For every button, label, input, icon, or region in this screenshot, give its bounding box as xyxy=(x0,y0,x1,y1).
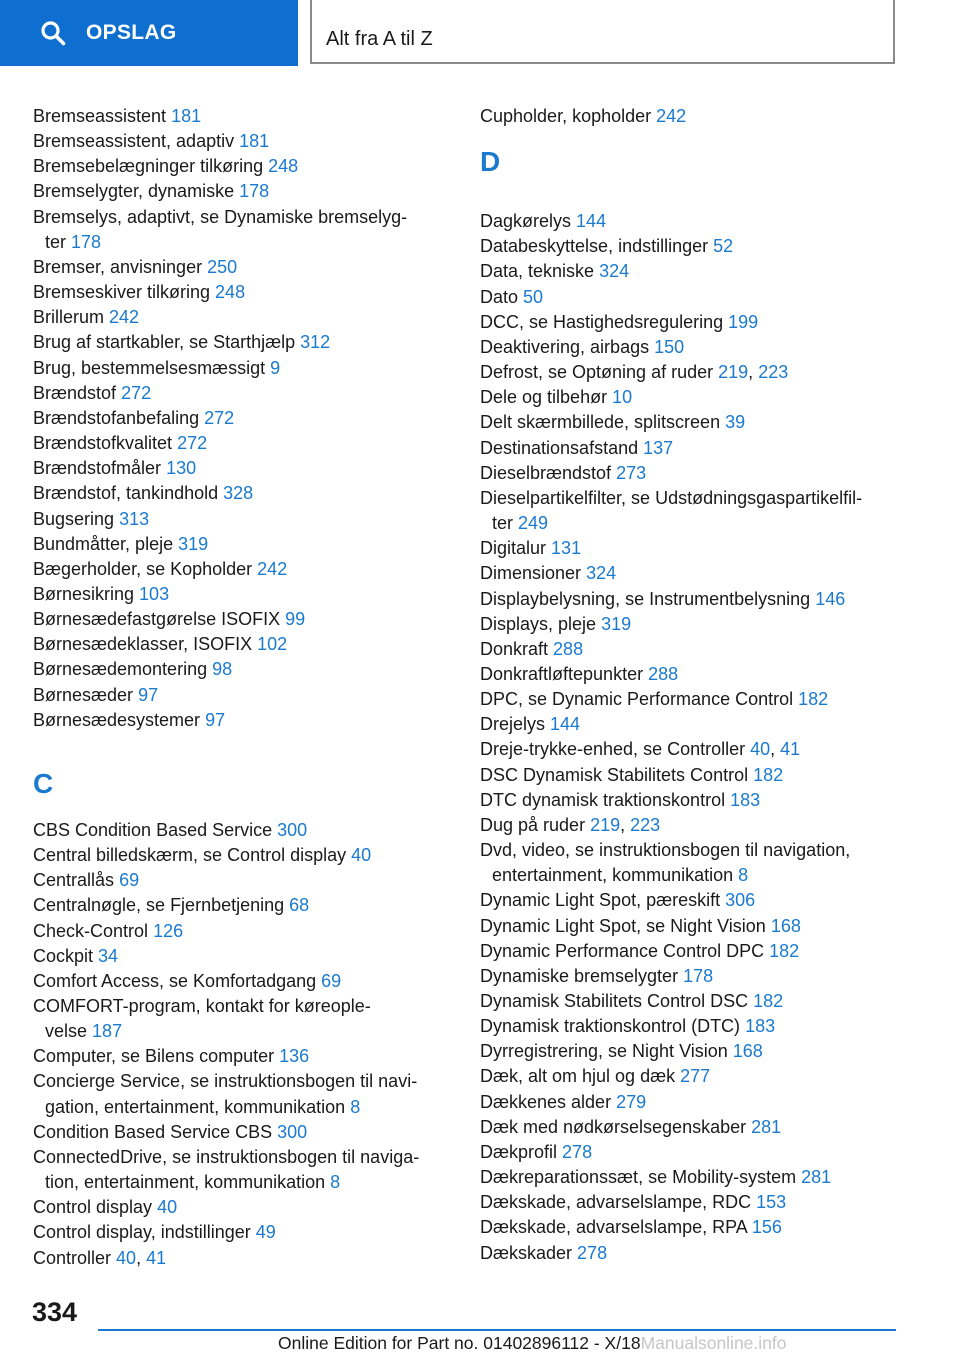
index-entry-text: Dækkenes alder xyxy=(480,1091,612,1112)
index-entry xyxy=(33,179,453,204)
index-entry-continuation: gation, entertainment, kommunikation 8 xyxy=(45,1096,361,1117)
index-entry-text: Bremselys, adaptivt, se Dynamiske bremselyg‐ xyxy=(33,206,408,227)
page-link[interactable]: 130 xyxy=(166,458,197,479)
breadcrumb-text: Alt fra A til Z xyxy=(326,28,433,50)
index-entry-text: Brændstofanbefaling xyxy=(33,407,200,428)
page-link[interactable]: 168 xyxy=(770,915,801,936)
index-entry xyxy=(33,868,453,893)
breadcrumb xyxy=(310,0,895,64)
index-entry-text: CBS Condition Based Service xyxy=(33,819,273,840)
index-entry-text: Brændstofmåler xyxy=(33,458,162,479)
footer-watermark: Manualsonline.info xyxy=(640,1333,787,1353)
index-entry-text: Børnesædefastgørelse ISOFIX xyxy=(33,609,281,630)
page-link[interactable]: 49 xyxy=(255,1222,276,1243)
page-link[interactable]: 41 xyxy=(780,739,801,760)
index-entry-text: Cupholder, kopholder xyxy=(480,106,652,126)
page-link[interactable]: 182 xyxy=(769,940,800,961)
index-entry xyxy=(33,330,453,355)
index-entry-text: Brillerum xyxy=(33,307,105,328)
index-entry xyxy=(480,209,900,234)
page-link[interactable]: 219 xyxy=(718,362,749,383)
index-entry-text: Dvd, video, se instruktionsbogen til navigation, xyxy=(480,840,851,861)
index-entry xyxy=(480,788,900,813)
index-entry-text: Bægerholder, se Kopholder xyxy=(33,558,253,579)
page-link[interactable]: 40 xyxy=(157,1197,178,1218)
index-entry-text: Bremser, anvisninger xyxy=(33,256,203,277)
index-entry-text: Donkraftløftepunkter xyxy=(480,663,644,684)
index-entry xyxy=(480,1241,900,1266)
index-entry-text: DCC, se Hastighedsregulering xyxy=(480,311,724,332)
index-entry-text: Børnesædesystemer xyxy=(33,709,201,730)
page-link[interactable]: 168 xyxy=(732,1041,763,1062)
index-entry-text: COMFORT-program, kontakt for køreople‐ xyxy=(33,996,371,1016)
index-entry-text: Digitalur xyxy=(480,538,547,559)
index-entry xyxy=(480,687,900,712)
page-link[interactable]: 312 xyxy=(300,332,331,353)
page-link[interactable]: 242 xyxy=(656,106,687,126)
index-entry-text: Dynamic Light Spot, pæreskift xyxy=(480,890,721,911)
index-entry xyxy=(480,637,900,662)
index-entry xyxy=(33,994,453,1044)
index-entry-continuation: ter 178 xyxy=(45,231,102,252)
footer-edition: Online Edition for Part no. 01402896112 - X/18 xyxy=(278,1333,641,1353)
index-entry xyxy=(33,582,453,607)
page-link[interactable]: 131 xyxy=(551,538,582,559)
index-entry-text: Dækreparationssæt, se Mobility-system xyxy=(480,1167,797,1188)
index-entry xyxy=(480,1039,900,1064)
page-number: 334 xyxy=(32,1297,78,1327)
index-entry xyxy=(480,964,900,989)
index-entry: Defrost, se Optøning af ruder 219, 223 xyxy=(480,362,789,383)
page-link[interactable]: 52 xyxy=(713,236,734,257)
page-link[interactable]: 183 xyxy=(730,789,761,810)
footer xyxy=(278,1333,787,1354)
page-link[interactable]: 97 xyxy=(205,709,226,730)
page-link[interactable]: 313 xyxy=(119,508,150,529)
index-entry xyxy=(480,662,900,687)
index-entry-text: Donkraft xyxy=(480,638,549,659)
index-entry xyxy=(33,607,453,632)
index-entry-text: Defrost, se Optøning af ruder xyxy=(480,362,714,383)
index-entry-text: Control display xyxy=(33,1197,153,1218)
page-link[interactable]: 10 xyxy=(612,387,633,408)
page-link[interactable]: 34 xyxy=(98,945,119,966)
page-link[interactable]: 144 xyxy=(550,714,581,735)
index-letter-heading: D xyxy=(480,146,501,178)
page-link[interactable]: 223 xyxy=(758,362,789,383)
page-link[interactable]: 250 xyxy=(207,256,238,277)
index-entry xyxy=(480,1064,900,1089)
index-entry-text: Computer, se Bilens computer xyxy=(33,1046,275,1067)
index-entry xyxy=(33,280,453,305)
index-entry xyxy=(480,561,900,586)
index-entry xyxy=(33,431,453,456)
index-entry-text: Brændstofkvalitet xyxy=(33,433,173,454)
index-entry xyxy=(480,1190,900,1215)
index-entry xyxy=(33,1069,453,1119)
index-entry xyxy=(33,532,453,557)
page-link[interactable]: 277 xyxy=(680,1066,711,1087)
page-link[interactable]: 9 xyxy=(270,357,281,378)
page-link[interactable]: 68 xyxy=(289,895,310,916)
page-link[interactable]: 39 xyxy=(725,412,746,433)
index-entry xyxy=(480,436,900,461)
index-entry xyxy=(480,461,900,486)
index-entry-text: Bremseassistent xyxy=(33,106,167,126)
page-link[interactable]: 97 xyxy=(138,684,159,705)
index-entry-text: Bremseskiver tilkøring xyxy=(33,282,211,303)
page-link[interactable]: 199 xyxy=(728,311,759,332)
page-link[interactable]: 324 xyxy=(599,261,630,282)
index-entry-text: ConnectedDrive, se instruktionsbogen til naviga‐ xyxy=(33,1146,420,1167)
page-link[interactable]: 306 xyxy=(725,890,756,911)
page-link[interactable]: 242 xyxy=(109,307,140,328)
page-link[interactable]: 278 xyxy=(577,1242,608,1263)
page-link[interactable]: 242 xyxy=(257,558,288,579)
index-entry-text: Dieselpartikelfilter, se Udstødningsgaspartikelfil‐ xyxy=(480,487,863,508)
index-entry-text: Børnesæder xyxy=(33,684,134,705)
index-entry-continuation: ter 249 xyxy=(492,513,549,534)
index-entry xyxy=(480,888,900,913)
index-entry-text: Comfort Access, se Komfortadgang xyxy=(33,970,317,991)
index-entry xyxy=(480,486,900,536)
page-link[interactable]: 248 xyxy=(215,282,246,303)
index-entry-text: Bundmåtter, pleje xyxy=(33,533,174,554)
index-entry-text: Brændstof xyxy=(33,382,117,403)
index-entry xyxy=(33,1220,453,1245)
index-entry-text: Dækskader xyxy=(480,1242,573,1263)
opslag-tab-label: OPSLAG xyxy=(86,21,177,44)
index-entry-text: Destinationsafstand xyxy=(480,437,639,458)
index-entry-text: Børnesædeklasser, ISOFIX xyxy=(33,634,253,655)
footer-divider xyxy=(98,1329,896,1331)
index-entry xyxy=(480,838,900,888)
index-entry-text: Check-Control xyxy=(33,920,149,941)
opslag-tab[interactable] xyxy=(0,0,298,66)
page-link[interactable]: 126 xyxy=(153,920,184,941)
index-entry-text: Dele og tilbehør xyxy=(480,387,608,408)
page-link[interactable]: 153 xyxy=(756,1192,787,1213)
index-entry-text: Dynamic Performance Control DPC xyxy=(480,940,765,961)
index-entry xyxy=(480,385,900,410)
index-entry xyxy=(480,234,900,259)
index-entry-text: Dækprofil xyxy=(480,1141,558,1162)
page-link[interactable]: 178 xyxy=(683,965,714,986)
index-entry-text: Dynamisk Stabilitets Control DSC xyxy=(480,991,749,1011)
index-entry: Controller 40, 41 xyxy=(33,1247,167,1268)
index-entry xyxy=(33,893,453,918)
page-link[interactable]: 181 xyxy=(171,106,202,126)
page-link[interactable]: 136 xyxy=(279,1046,310,1067)
page-link[interactable]: 288 xyxy=(648,663,679,684)
index-entry xyxy=(33,507,453,532)
index-entry-text: Dynamisk traktionskontrol (DTC) xyxy=(480,1016,741,1037)
index-entry-text: Børnesikring xyxy=(33,583,135,604)
page-link[interactable]: 319 xyxy=(601,613,632,634)
index-entry-text: Dynamiske bremselygter xyxy=(480,965,679,986)
index-entry xyxy=(480,1140,900,1165)
index-entry xyxy=(33,1145,453,1195)
index-entry-text: Centrallås xyxy=(33,870,115,891)
index-entry-text: Dækskade, advarselslampe, RDC xyxy=(480,1192,752,1213)
index-entry xyxy=(480,914,900,939)
index-entry xyxy=(33,657,453,682)
index-entry xyxy=(480,1090,900,1115)
page-link[interactable]: 273 xyxy=(616,462,647,483)
page-link[interactable]: 8 xyxy=(738,865,749,886)
page-link[interactable]: 272 xyxy=(121,382,152,403)
page-link[interactable]: 328 xyxy=(223,483,254,504)
index-entry xyxy=(480,259,900,284)
index-entry-text: DTC dynamisk traktionskontrol xyxy=(480,789,726,810)
index-entry xyxy=(33,129,453,154)
page-link[interactable]: 324 xyxy=(586,563,617,584)
index-entry xyxy=(33,255,453,280)
index-entry xyxy=(33,305,453,330)
page-link[interactable]: 182 xyxy=(753,764,784,785)
index-entry xyxy=(480,712,900,737)
index-entry-text: Control display, indstillinger xyxy=(33,1222,251,1243)
page-link[interactable]: 279 xyxy=(616,1091,647,1112)
index-entry xyxy=(480,989,900,1014)
index-entry xyxy=(480,1215,900,1240)
index-entry xyxy=(480,285,900,310)
index-entry-text: Central billedskærm, se Control display xyxy=(33,845,347,866)
index-entry xyxy=(480,1115,900,1140)
page-link[interactable]: 99 xyxy=(285,609,306,630)
index-entry-text: Brug af startkabler, se Starthjælp xyxy=(33,332,296,353)
index-entry xyxy=(33,683,453,708)
index-entry xyxy=(33,919,453,944)
index-entry-text: Condition Based Service CBS xyxy=(33,1121,273,1142)
page-link[interactable]: 103 xyxy=(139,583,170,604)
page-link[interactable]: 150 xyxy=(654,336,685,357)
page-link[interactable]: 156 xyxy=(751,1217,782,1238)
index-entry xyxy=(480,1014,900,1039)
page-link[interactable]: 144 xyxy=(576,211,607,232)
page-link[interactable]: 178 xyxy=(239,181,270,202)
index-entry xyxy=(33,1195,453,1220)
index-entry-text: Dimensioner xyxy=(480,563,582,584)
page-link[interactable]: 219 xyxy=(590,814,621,835)
index-entry-text: Bremseassistent, adaptiv xyxy=(33,131,235,152)
index-entry xyxy=(33,1044,453,1069)
page-link[interactable]: 281 xyxy=(751,1116,782,1137)
index-entry xyxy=(480,763,900,788)
page-link[interactable]: 102 xyxy=(257,634,288,655)
page-link[interactable]: 223 xyxy=(630,814,661,835)
index-entry-text: Bugsering xyxy=(33,508,115,529)
page-link[interactable]: 182 xyxy=(753,991,784,1011)
index-entry-text: Dyrregistrering, se Night Vision xyxy=(480,1041,728,1062)
index-entry xyxy=(33,1120,453,1145)
page-link[interactable]: 40 xyxy=(116,1247,137,1268)
index-entry xyxy=(33,632,453,657)
index-entry xyxy=(33,843,453,868)
index-entry-continuation: entertainment, kommunikation 8 xyxy=(492,865,749,886)
index-entry-text: Dagkørelys xyxy=(480,211,572,232)
index-entry-text: Concierge Service, se instruktionsbogen til navi‐ xyxy=(33,1071,418,1092)
index-entry xyxy=(480,939,900,964)
index-entry-text: DPC, se Dynamic Performance Control xyxy=(480,689,794,710)
index-entry xyxy=(480,587,900,612)
index-entry-text: Dækskade, advarselslampe, RPA xyxy=(480,1217,747,1238)
page-link[interactable]: 178 xyxy=(71,231,102,252)
page-link[interactable]: 281 xyxy=(801,1167,832,1188)
index-entry-text: Dato xyxy=(480,286,519,307)
page-link[interactable]: 40 xyxy=(750,739,771,760)
search-icon xyxy=(40,20,66,46)
index-entry: Dreje-trykke-enhed, se Controller 40, 41 xyxy=(480,739,801,760)
index-entry-text: Dreje-trykke-enhed, se Controller xyxy=(480,739,746,760)
index-entry-continuation: tion, entertainment, kommunikation 8 xyxy=(45,1172,341,1193)
index-entry-text: Dieselbrændstof xyxy=(480,462,612,483)
index-entry xyxy=(33,104,453,129)
page-link[interactable]: 288 xyxy=(553,638,584,659)
index-entry-text: Børnesædemontering xyxy=(33,659,208,680)
page-link[interactable]: 69 xyxy=(119,870,140,891)
index-entry-text: Data, tekniske xyxy=(480,261,595,282)
index-entry xyxy=(33,381,453,406)
index-entry xyxy=(480,410,900,435)
index-entry-text: Brændstof, tankindhold xyxy=(33,483,219,504)
page-link[interactable]: 181 xyxy=(239,131,270,152)
index-entry xyxy=(480,612,900,637)
index-entry xyxy=(480,536,900,561)
page-link[interactable]: 187 xyxy=(92,1021,123,1042)
index-entry xyxy=(480,1165,900,1190)
index-entry-text: Dæk, alt om hjul og dæk xyxy=(480,1066,676,1087)
index-entry xyxy=(33,557,453,582)
index-entry-text: Dug på ruder xyxy=(480,814,586,835)
index-entry-text: Displaybelysning, se Instrumentbelysning xyxy=(480,588,811,609)
page-link[interactable]: 249 xyxy=(518,513,549,534)
page-link[interactable]: 300 xyxy=(277,819,308,840)
page-link[interactable]: 182 xyxy=(798,689,829,710)
index-entry-text: Displays, pleje xyxy=(480,613,597,634)
index-entry xyxy=(33,944,453,969)
index-entry-text: Dynamic Light Spot, se Night Vision xyxy=(480,915,766,936)
index-entry xyxy=(33,406,453,431)
index-entry-text: Drejelys xyxy=(480,714,546,735)
page-link[interactable]: 248 xyxy=(268,156,299,177)
index-entry xyxy=(33,969,453,994)
page-header xyxy=(0,0,960,66)
index-entry xyxy=(480,335,900,360)
index-entry xyxy=(33,154,453,179)
index-letter-heading: C xyxy=(33,767,54,799)
page-link[interactable]: 8 xyxy=(330,1172,341,1193)
page-link[interactable]: 272 xyxy=(177,433,208,454)
index-entry xyxy=(33,205,453,255)
index-entry: Dug på ruder 219, 223 xyxy=(480,814,661,835)
page-link[interactable]: 40 xyxy=(351,845,372,866)
index-entry-text: Deaktivering, airbags xyxy=(480,336,650,357)
index-entry xyxy=(33,356,453,381)
page-link[interactable]: 278 xyxy=(562,1141,593,1162)
index-entry xyxy=(33,481,453,506)
index-entry xyxy=(33,456,453,481)
page-link[interactable]: 69 xyxy=(321,970,342,991)
index-entry xyxy=(33,708,453,733)
page-link[interactable]: 50 xyxy=(523,286,544,307)
index-column-left xyxy=(33,104,453,1271)
index-entry xyxy=(33,818,453,843)
page-link[interactable]: 8 xyxy=(350,1096,361,1117)
index-entry-text: Controller xyxy=(33,1247,112,1268)
index-entry xyxy=(480,310,900,335)
index-entry xyxy=(480,104,900,129)
page-link[interactable]: 183 xyxy=(745,1016,776,1037)
page-link[interactable]: 98 xyxy=(212,659,233,680)
page-link[interactable]: 300 xyxy=(277,1121,308,1142)
index-entry-continuation: velse 187 xyxy=(45,1021,123,1042)
page-link[interactable]: 146 xyxy=(815,588,846,609)
index-column-right xyxy=(480,104,900,1266)
index-entry-text: DSC Dynamisk Stabilitets Control xyxy=(480,764,749,785)
index-entry-text: Dæk med nødkørselsegenskaber xyxy=(480,1116,747,1137)
index-entry-text: Centralnøgle, se Fjernbetjening xyxy=(33,895,285,916)
page-link[interactable]: 319 xyxy=(178,533,209,554)
index-entry-text: Bremselygter, dynamiske xyxy=(33,181,235,202)
index-entry-text: Brug, bestemmelsesmæssigt xyxy=(33,357,266,378)
index-entry-text: Cockpit xyxy=(33,945,94,966)
page-link[interactable]: 137 xyxy=(643,437,674,458)
index-entry-text: Delt skærmbillede, splitscreen xyxy=(480,412,721,433)
index-entry-text: Databeskyttelse, indstillinger xyxy=(480,236,709,257)
index-entry-text: Bremsebelægninger tilkøring xyxy=(33,156,264,177)
page-link[interactable]: 272 xyxy=(204,407,235,428)
page-link[interactable]: 41 xyxy=(146,1247,167,1268)
